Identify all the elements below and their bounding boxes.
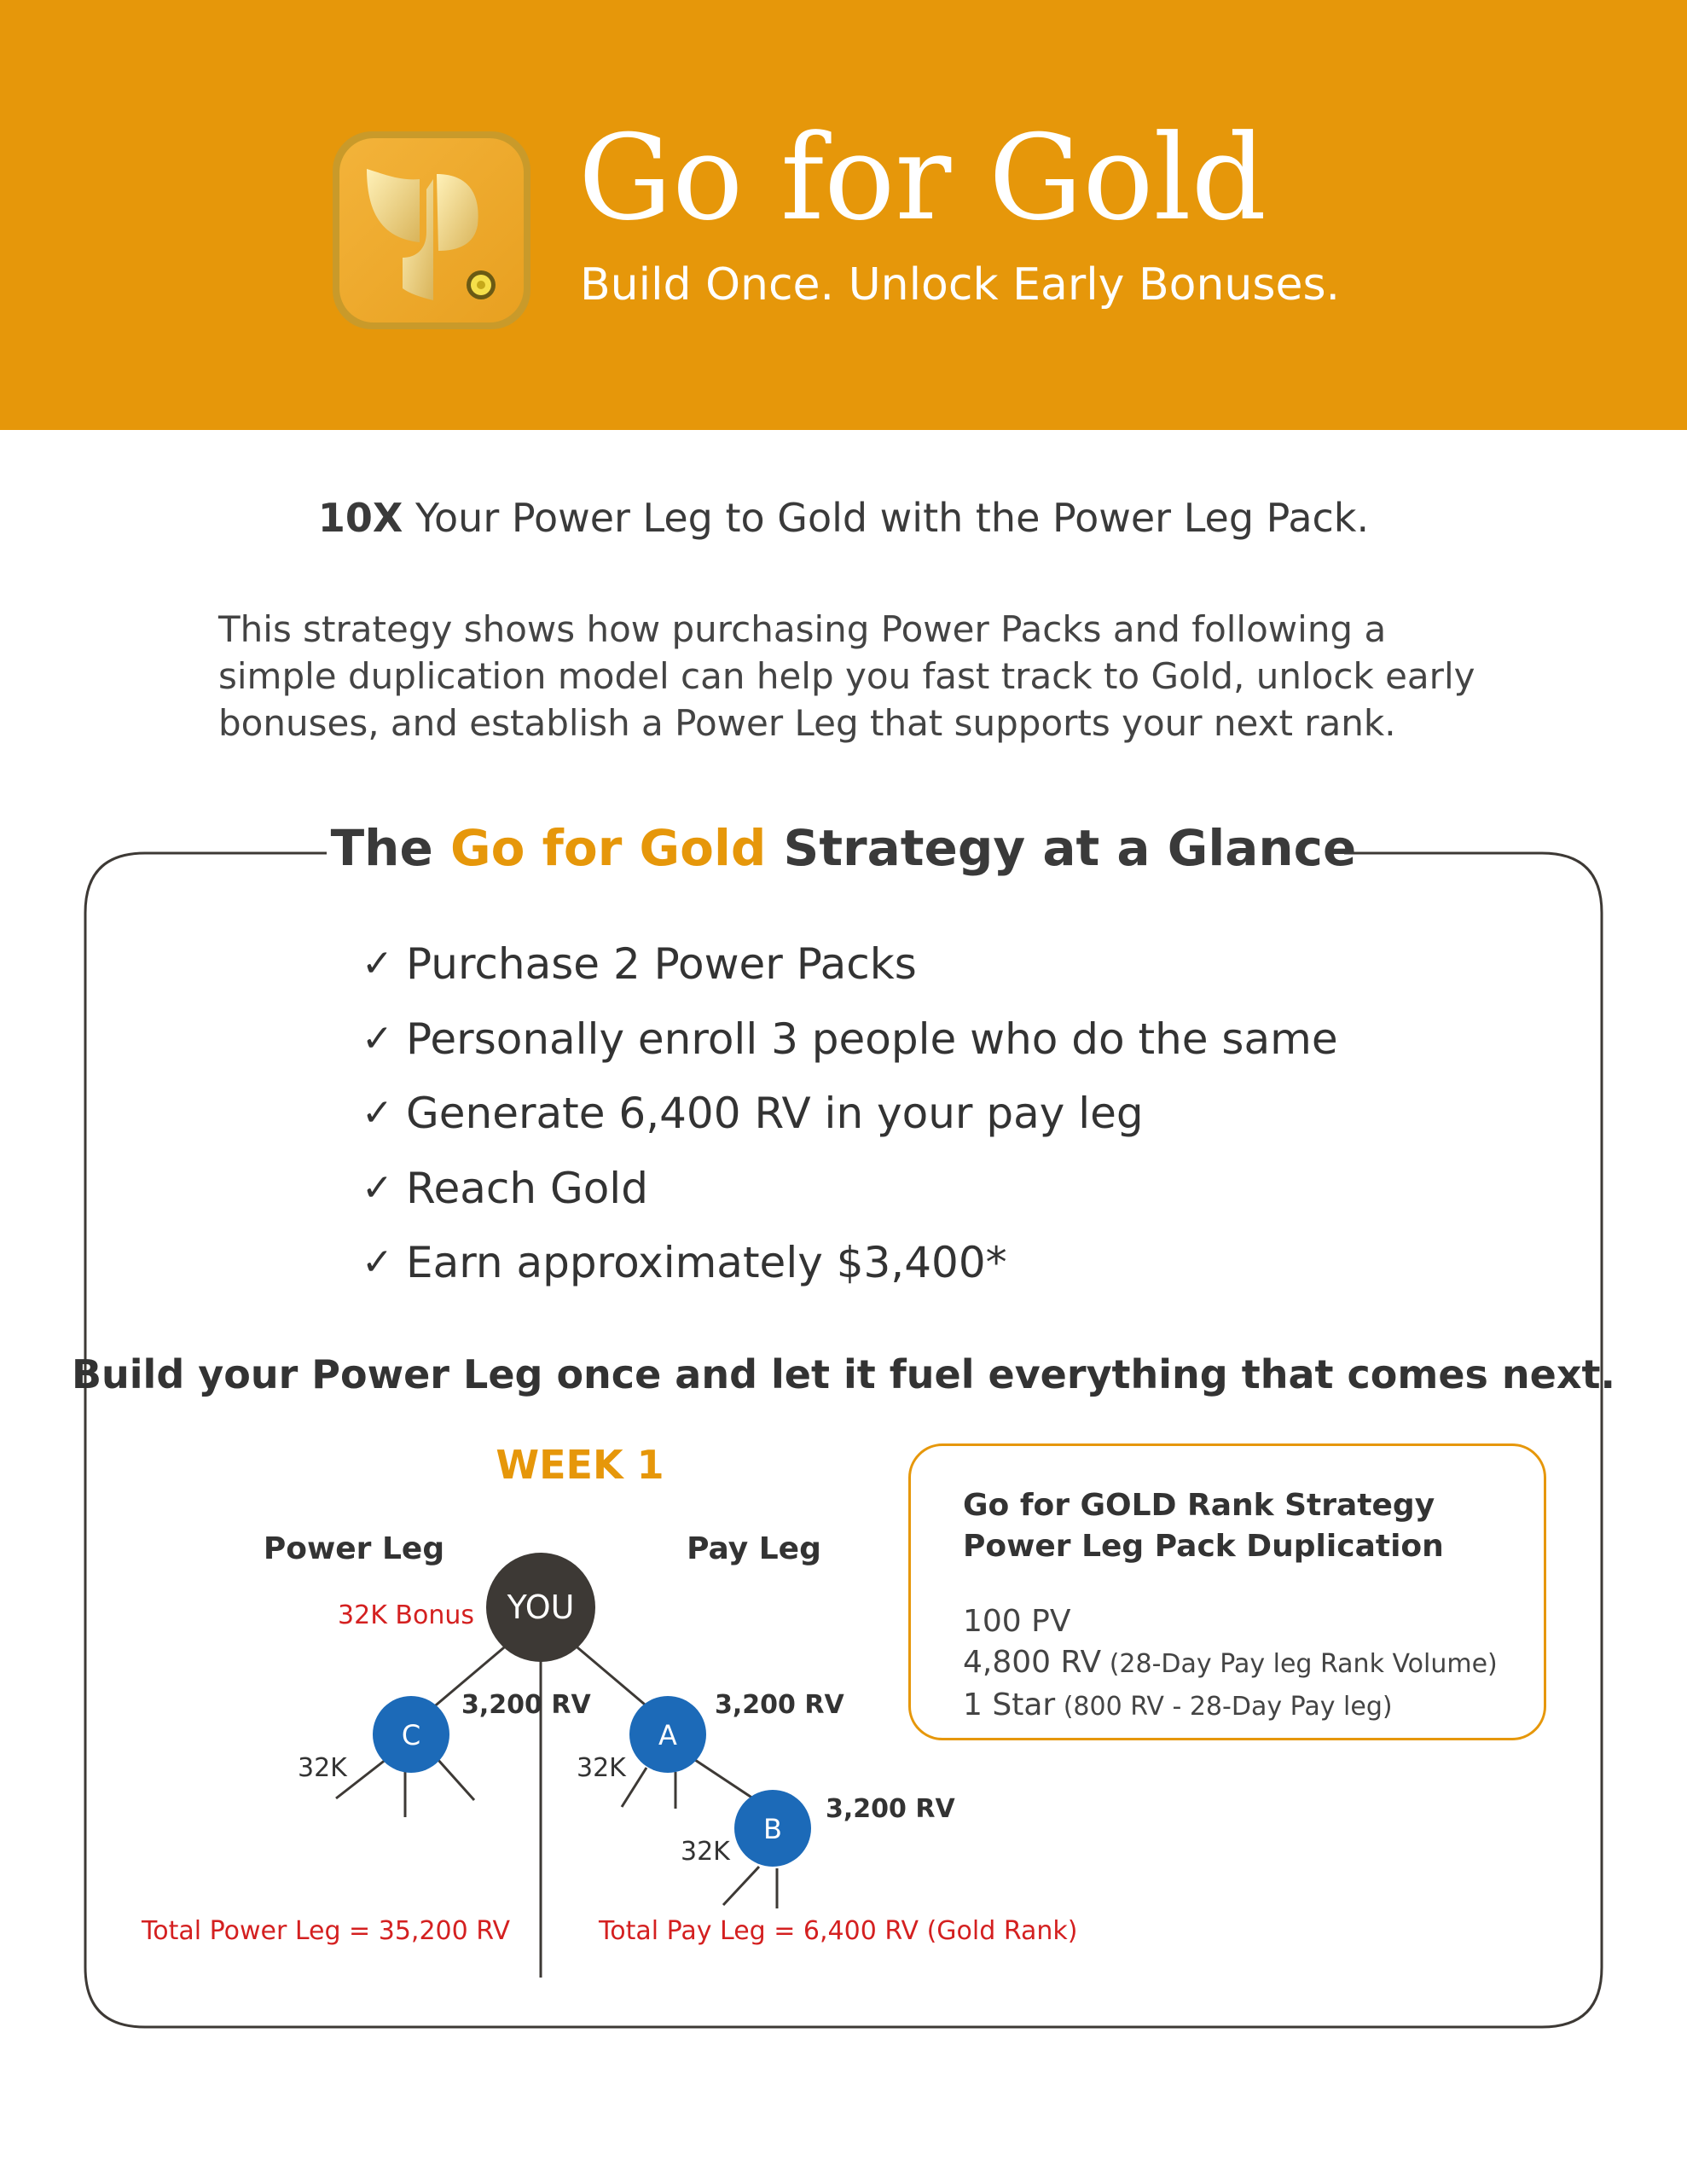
week-label: WEEK 1 [496, 1442, 664, 1488]
list-item-text: Reach Gold [406, 1163, 648, 1213]
list-item-text: Personally enroll 3 people who do the same [406, 1014, 1338, 1064]
info-rv-value: 4,800 RV [963, 1645, 1102, 1680]
total-pay-leg: Total Pay Leg = 6,400 RV (Gold Rank) [599, 1916, 1078, 1946]
you-node-label: YOU [507, 1589, 575, 1626]
info-star-line [963, 1685, 1544, 1728]
info-rv-note: (28-Day Pay leg Rank Volume) [1101, 1649, 1498, 1679]
info-pv-line: 100 PV [963, 1604, 1071, 1639]
list-item-text: Earn approximately $3,400* [406, 1238, 1007, 1287]
node-c-label: C [401, 1719, 421, 1751]
strategy-tagline: Build your Power Leg once and let it fuel everything that comes next. [71, 1351, 1616, 1397]
tree-line [723, 1867, 759, 1905]
checkmark-icon: ✓ [362, 1165, 393, 1210]
tree-line [690, 1757, 756, 1800]
k-label-a: 32K [577, 1753, 626, 1783]
info-heading-2: Power Leg Pack Duplication [963, 1529, 1444, 1564]
checkmark-icon: ✓ [362, 1240, 393, 1284]
node-b-label: B [763, 1813, 782, 1845]
node-a-label: A [658, 1719, 677, 1751]
info-rv-line [963, 1642, 1544, 1685]
strategy-title-part2: Strategy at a Glance [766, 819, 1357, 877]
headline-emphasis: 10X [317, 495, 403, 541]
intro-paragraph: This strategy shows how purchasing Power Packs and following a simple duplication model can help you fast track to Gold, unlock early bonuses, and establish a Power Leg that supports your next rank. [218, 608, 1475, 744]
k-label-b: 32K [681, 1837, 730, 1867]
strategy-title-part1: The [330, 819, 450, 877]
info-star-value: 1 Star [963, 1687, 1056, 1722]
list-item-text: Generate 6,400 RV in your pay leg [406, 1089, 1144, 1138]
k-label-c: 32K [298, 1753, 347, 1783]
info-star-note: (800 RV - 28-Day Pay leg) [1055, 1692, 1393, 1722]
checkmark-icon: ✓ [362, 1091, 393, 1135]
total-power-leg: Total Power Leg = 35,200 RV [142, 1916, 510, 1946]
page-subtitle: Build Once. Unlock Early Bonuses. [580, 259, 1341, 311]
rv-label-b: 3,200 RV [826, 1794, 955, 1824]
strategy-title-gold: Go for Gold [449, 819, 767, 877]
list-item-text: Purchase 2 Power Packs [406, 939, 917, 989]
rv-label-c: 3,200 RV [461, 1690, 591, 1720]
rank-strategy-box [908, 1443, 1546, 1740]
page-title: Go for Gold [578, 109, 1267, 247]
rv-label-a: 3,200 RV [715, 1690, 844, 1720]
bonus-label: 32K Bonus [338, 1600, 474, 1630]
power-leg-label: Power Leg [263, 1531, 445, 1566]
tree-line [438, 1759, 474, 1800]
checkmark-icon: ✓ [362, 942, 393, 985]
checkmark-icon: ✓ [362, 1016, 393, 1060]
headline-text: Your Power Leg to Gold with the Power Leg Pack. [403, 495, 1370, 541]
pay-leg-label: Pay Leg [687, 1531, 821, 1566]
info-heading-1: Go for GOLD Rank Strategy [963, 1488, 1435, 1523]
